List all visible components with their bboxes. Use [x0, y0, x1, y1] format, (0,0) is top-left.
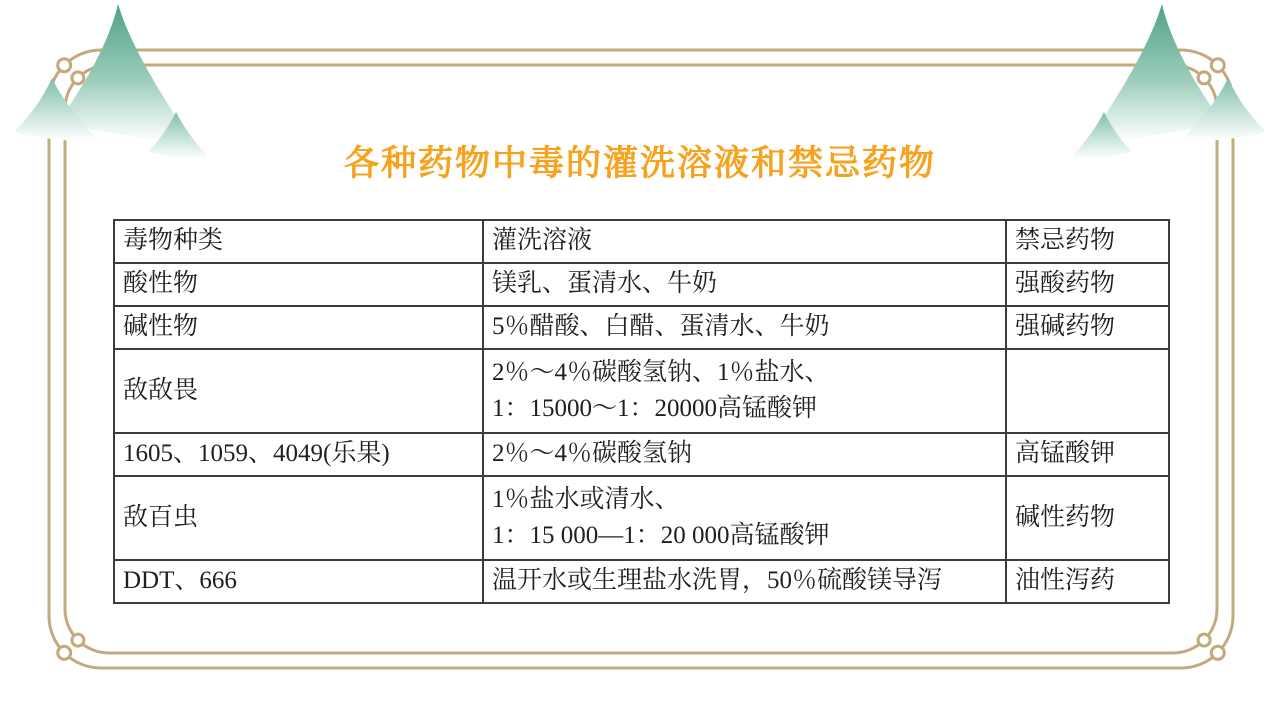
- header-solution: 灌洗溶液: [483, 220, 1006, 263]
- cell-forbidden: 碱性药物: [1006, 476, 1169, 560]
- table-row: [114, 349, 1169, 433]
- poison-table: [113, 219, 1170, 604]
- solution-line: 2％～4％碳酸氢钠: [492, 440, 693, 468]
- cell-poison: 1605、1059、4049(乐果): [114, 433, 483, 476]
- cell-forbidden: [1006, 349, 1169, 433]
- solution-line: 镁乳、蛋清水、牛奶: [492, 270, 718, 298]
- cell-poison: 敌百虫: [114, 476, 483, 560]
- cell-forbidden: 强碱药物: [1006, 306, 1169, 349]
- table-row: [114, 560, 1169, 603]
- cell-solution: [483, 560, 1006, 603]
- cell-forbidden: 高锰酸钾: [1006, 433, 1169, 476]
- cell-solution: [483, 263, 1006, 306]
- solution-line: 5％醋酸、白醋、蛋清水、牛奶: [492, 313, 830, 341]
- header-forbidden: 禁忌药物: [1006, 220, 1169, 263]
- solution-line: 1：15 000—1：20 000高锰酸钾: [492, 522, 830, 549]
- table-row: [114, 263, 1169, 306]
- table-row: [114, 476, 1169, 560]
- solution-line: 1％盐水或清水、: [492, 485, 680, 513]
- header-poison: 毒物种类: [114, 220, 483, 263]
- solution-line: 2％～4％碳酸氢钠、1％盐水、: [492, 358, 830, 386]
- slide-title: 各种药物中毒的灌洗溶液和禁忌药物: [343, 144, 936, 183]
- cell-solution: [483, 476, 1006, 560]
- cell-forbidden: 油性泻药: [1006, 560, 1169, 603]
- cell-forbidden: 强酸药物: [1006, 263, 1169, 306]
- cell-poison: 碱性物: [114, 306, 483, 349]
- solution-line: 1：15000～1：20000高锰酸钾: [492, 395, 818, 422]
- cell-poison: 敌敌畏: [114, 349, 483, 433]
- cell-solution: [483, 349, 1006, 433]
- table-row: [114, 433, 1169, 476]
- table-header-row: [114, 220, 1169, 263]
- solution-line: 温开水或生理盐水洗胃，50％硫酸镁导泻: [492, 567, 943, 595]
- table-row: [114, 306, 1169, 349]
- cell-poison: DDT、666: [114, 560, 483, 603]
- cell-solution: [483, 433, 1006, 476]
- cell-solution: [483, 306, 1006, 349]
- cell-poison: 酸性物: [114, 263, 483, 306]
